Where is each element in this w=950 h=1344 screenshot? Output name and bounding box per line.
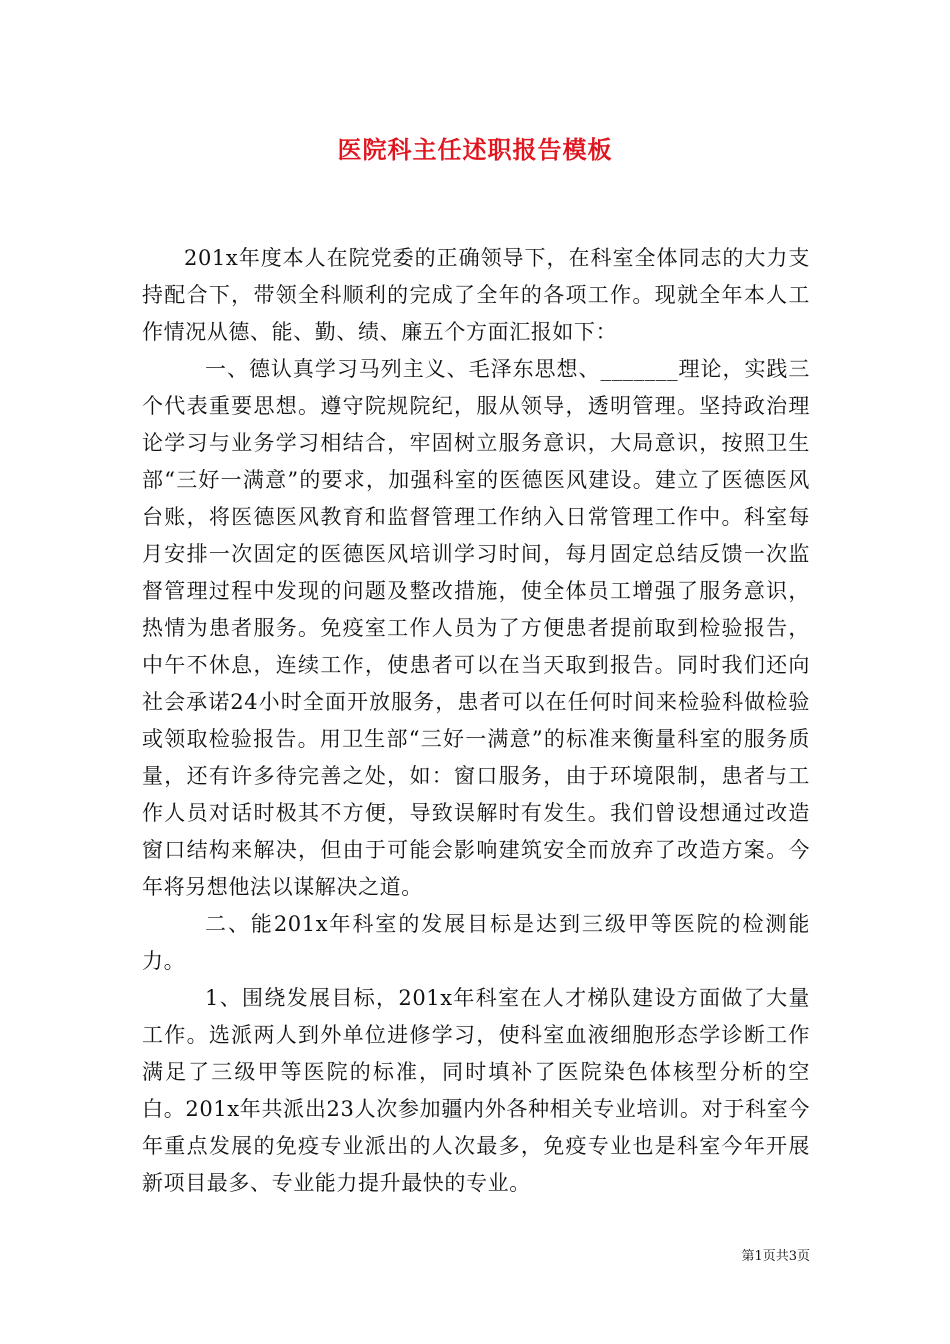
document-title: 医院科主任述职报告模板 <box>337 135 613 164</box>
document-body <box>142 240 810 1202</box>
page-number: 第1页共3页 <box>741 1249 810 1264</box>
paragraph-intro: 201x年度本人在院党委的正确领导下，在科室全体同志的大力支持配合下，带领全科顺利的完成了全年的各项工作。现就全年本人工作情况从德、能、勤、绩、廉五个方面汇报如下： <box>142 246 810 344</box>
paragraph-talent-building: 1、围绕发展目标，201x年科室在人才梯队建设方面做了大量工作。选派两人到外单位进修学习，使科室血液细胞形态学诊断工作满足了三级甲等医院的标准，同时填补了医院染色体核型分析的空白。201x年共派出23人次参加疆内外各种相关专业培训。对于科室今年重点发展的免疫专业派出的人次最多，免疫专业也是科室今年开展新项目最多、专业能力提升最快的专业。 <box>142 986 810 1195</box>
paragraph-ability: 二、能201x年科室的发展目标是达到三级甲等医院的检测能力。 <box>142 912 810 973</box>
paragraph-morality: 一、德认真学习马列主义、毛泽东思想、_______理论，实践三个代表重要思想。遵守院规院纪，服从领导，透明管理。坚持政治理论学习与业务学习相结合，牢固树立服务意识，大局意识，按照卫生部“三好一满意”的要求，加强科室的医德医风建设。建立了医德医风台账，将医德医风教育和监督管理工作纳入日常管理工作中。科室每月安排一次固定的医德医风培训学习时间，每月固定总结反馈一次监督管理过程中发现的问题及整改措施，使全体员工增强了服务意识，热情为患者服务。免疫室工作人员为了方便患者提前取到检验报告，中午不休息，连续工作，使患者可以在当天取到报告。同时我们还向社会承诺24小时全面开放服务，患者可以在任何时间来检验科做检验或领取检验报告。用卫生部“三好一满意”的标准来衡量科室的服务质量，还有许多待完善之处，如：窗口服务，由于环境限制，患者与工作人员对话时极其不方便，导致误解时有发生。我们曾设想通过改造窗口结构来解决，但由于可能会影响建筑安全而放弃了改造方案。今年将另想他法以谋解决之道。 <box>142 357 810 899</box>
